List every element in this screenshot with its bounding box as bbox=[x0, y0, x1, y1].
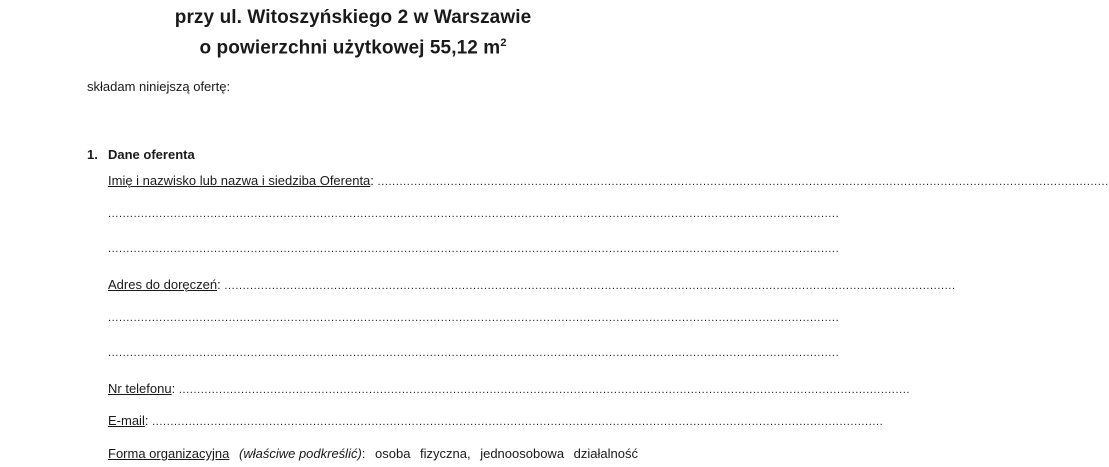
address-field-colon: : bbox=[217, 277, 221, 292]
email-field-row bbox=[108, 413, 884, 428]
email-fill-line[interactable]: ........................................................................................................................................................................................................ bbox=[152, 416, 884, 428]
org-form-hint: (właściwe podkreślić) bbox=[238, 446, 362, 461]
email-field-label: E-mail bbox=[108, 413, 145, 428]
address-field-row bbox=[108, 277, 956, 292]
org-form-option-1[interactable]: osoba bbox=[375, 446, 411, 461]
org-form-label: Forma organizacyjna bbox=[108, 446, 230, 461]
phone-field-row bbox=[108, 381, 911, 396]
section-title: Dane oferenta bbox=[108, 147, 195, 162]
name-fill-line-3[interactable]: ........................................................................................................................................................................................................ bbox=[108, 243, 840, 255]
name-fill-line-2[interactable]: ........................................................................................................................................................................................................ bbox=[108, 208, 840, 220]
org-form-row bbox=[108, 446, 638, 461]
name-field-row bbox=[108, 173, 1109, 188]
org-form-option-3[interactable]: jednoosobowa bbox=[480, 446, 565, 461]
address-fill-line-2[interactable]: ........................................................................................................................................................................................................ bbox=[108, 312, 840, 324]
name-field-label: Imię i nazwisko lub nazwa i siedziba Oferenta bbox=[108, 173, 371, 188]
org-form-option-2[interactable]: fizyczna, bbox=[420, 446, 471, 461]
document-title-line2 bbox=[0, 37, 706, 59]
address-fill-line[interactable]: ........................................................................................................................................................................................................ bbox=[224, 280, 956, 292]
phone-fill-line[interactable]: ........................................................................................................................................................................................................ bbox=[178, 384, 911, 396]
title-area-text: o powierzchni użytkowej 55,12 m bbox=[199, 37, 501, 59]
document-title-line1: przy ul. Witoszyńskiego 2 w Warszawie bbox=[174, 7, 532, 28]
org-form-label-group bbox=[108, 446, 229, 461]
org-form-option-4[interactable]: działalność bbox=[573, 446, 638, 461]
email-field-colon: : bbox=[144, 413, 149, 428]
intro-text: składam niniejszą ofertę: bbox=[87, 79, 231, 94]
name-field-colon: : bbox=[370, 173, 374, 188]
title-area-superscript: 2 bbox=[500, 37, 507, 49]
org-form-hint-group bbox=[239, 446, 365, 461]
phone-field-colon: : bbox=[171, 381, 176, 396]
section-number: 1. bbox=[87, 147, 98, 162]
phone-field-label: Nr telefonu bbox=[108, 381, 172, 396]
address-fill-line-3[interactable]: ........................................................................................................................................................................................................ bbox=[108, 347, 840, 359]
name-fill-line[interactable]: ........................................................................................................................................................................................................ bbox=[377, 176, 1109, 188]
address-field-label: Adres do doręczeń bbox=[108, 277, 218, 292]
org-form-colon: : bbox=[361, 446, 366, 461]
